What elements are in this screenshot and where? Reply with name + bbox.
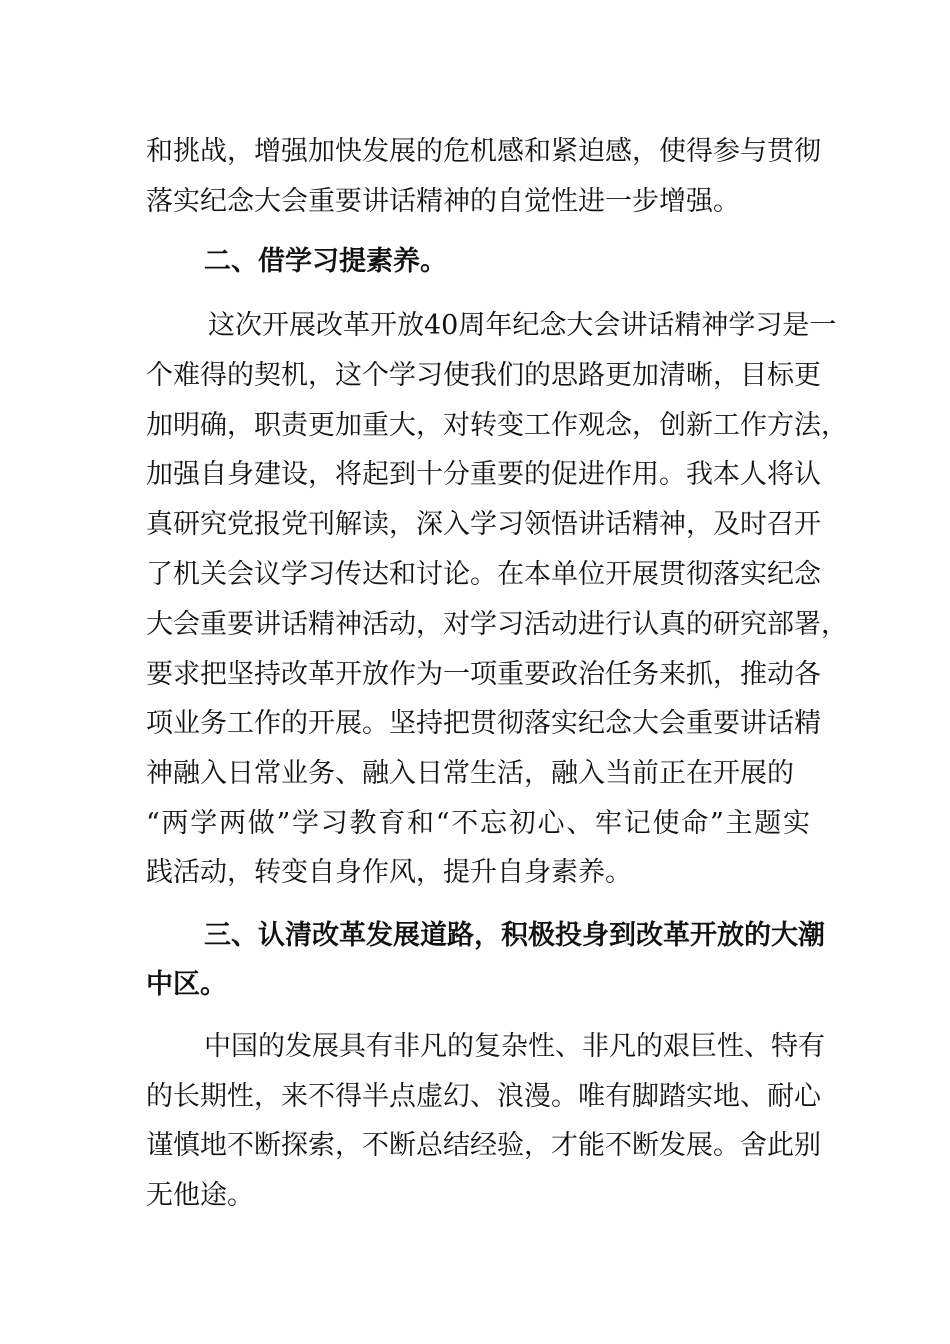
paragraph-line: 大会重要讲话精神活动，对学习活动进行认真的研究部署， bbox=[146, 609, 848, 640]
paragraph-line: 无他途。 bbox=[146, 1180, 254, 1211]
section-heading-2: 二、借学习提素养。 bbox=[204, 246, 447, 277]
paragraph-line: 的长期性，来不得半点虚幻、浪漫。唯有脚踏实地、耐心 bbox=[146, 1081, 821, 1112]
paragraph-line: 和挑战，增强加快发展的危机感和紧迫感，使得参与贯彻 bbox=[146, 136, 821, 167]
paragraph-line: 加强自身建设，将起到十分重要的促进作用。我本人将认 bbox=[146, 459, 821, 490]
paragraph-line: 神融入日常业务、融入日常生活，融入当前正在开展的 bbox=[146, 758, 794, 789]
paragraph-line: 个难得的契机，这个学习使我们的思路更加清晰，目标更 bbox=[146, 360, 821, 391]
section-heading-3-continued: 中区。 bbox=[146, 969, 227, 1000]
paragraph-line: 要求把坚持改革开放作为一项重要政治任务来抓，推动各 bbox=[146, 659, 821, 690]
paragraph-line: 加明确，职责更加重大，对转变工作观念，创新工作方法， bbox=[146, 410, 848, 441]
paragraph-line: 中国的发展具有非凡的复杂性、非凡的艰巨性、特有 bbox=[204, 1031, 825, 1062]
paragraph-line: 这次开展改革开放40周年纪念大会讲话精神学习是一 bbox=[208, 310, 837, 341]
paragraph-line: 谨慎地不断探索，不断总结经验，才能不断发展。舍此别 bbox=[146, 1130, 821, 1161]
paragraph-line: 落实纪念大会重要讲话精神的自觉性进一步增强。 bbox=[146, 186, 740, 217]
paragraph-line: 真研究党报党刊解读，深入学习领悟讲话精神，及时召开 bbox=[146, 509, 821, 540]
section-heading-3: 三、认清改革发展道路，积极投身到改革开放的大潮 bbox=[204, 920, 825, 951]
paragraph-line: “两学两做”学习教育和“不忘初心、牢记使命”主题实 bbox=[146, 808, 810, 839]
paragraph-line: 践活动，转变自身作风，提升自身素养。 bbox=[146, 857, 632, 888]
paragraph-line: 了机关会议学习传达和讨论。在本单位开展贯彻落实纪念 bbox=[146, 559, 821, 590]
paragraph-line: 项业务工作的开展。坚持把贯彻落实纪念大会重要讲话精 bbox=[146, 708, 821, 739]
